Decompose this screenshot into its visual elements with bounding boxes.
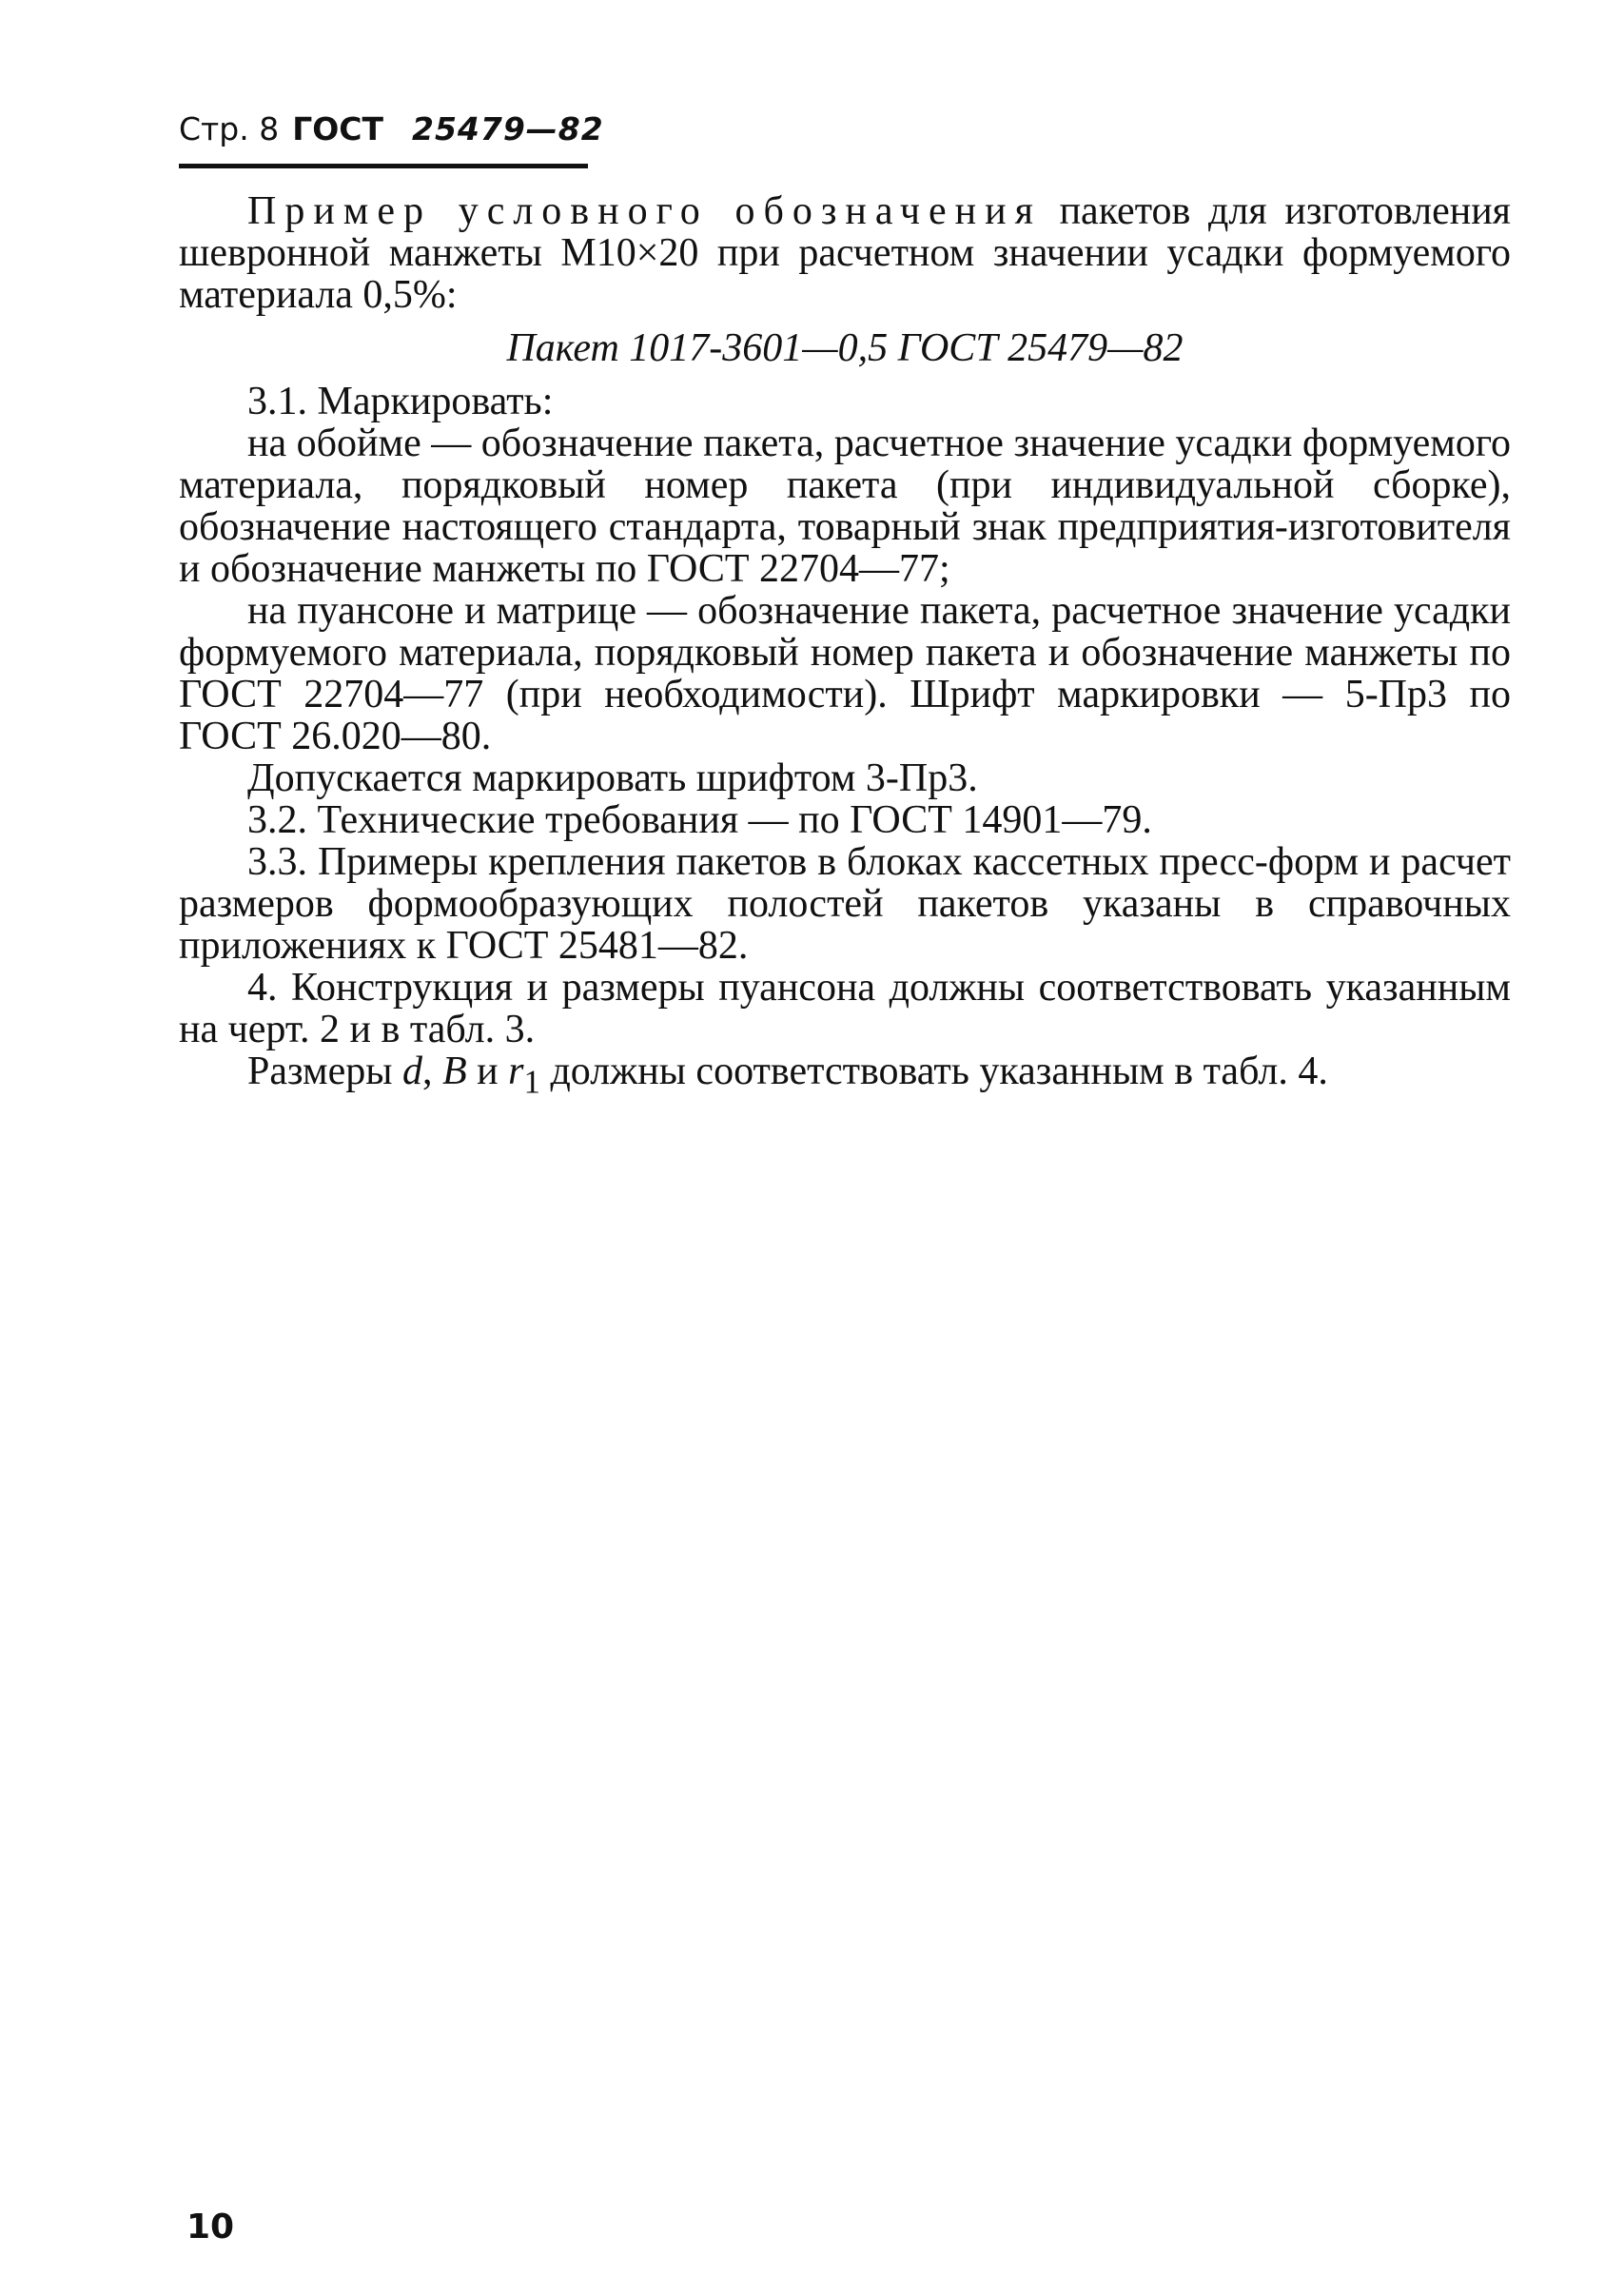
symbol-d: d — [401, 1050, 422, 1093]
standard-label: ГОСТ — [292, 110, 383, 147]
conjunction-and: и — [466, 1050, 509, 1093]
dimensions-rest: должны соответствовать указанным в табл. 4. — [539, 1050, 1328, 1093]
body-text — [179, 190, 1511, 1103]
page-header — [179, 110, 604, 154]
symbol-b: B — [441, 1050, 467, 1093]
clause-3-2: 3.2. Технические требования — по ГОСТ 14901—79. — [247, 798, 1152, 842]
clause-3-1-punch-die: на пуансоне и матрице — обозначение пакета, расчетное значение усадки формуемого материала, порядковый номер пакета и обозначение манжеты по ГОСТ 22704—77 (при необходимости). Шрифт маркировки — 5-Пр3 по ГОСТ 26.020—80. — [179, 589, 1511, 758]
clause-4: 4. Конструкция и размеры пуансона должны соответствовать указанным на черт. 2 и в табл. 3. — [179, 966, 1511, 1051]
separator-comma: , — [421, 1050, 442, 1093]
clause-3-3: 3.3. Примеры крепления пакетов в блоках кассетных пресс-форм и расчет размеров формообразующих полостей пакетов указаны в справочных приложениях к ГОСТ 25481—82. — [179, 840, 1511, 968]
page-number: 10 — [186, 2208, 235, 2247]
dimensions-lead: Размеры — [247, 1050, 402, 1093]
symbol-r: r — [508, 1050, 524, 1093]
intro-spaced-phrase: Пример условного обозначения — [247, 189, 1042, 233]
intro-paragraph — [179, 190, 1511, 316]
page-prefix: Стр. 8 — [179, 110, 280, 147]
intro-rest: пакетов для изготовления шевронной манжеты М10×20 при расчетном значении усадки формуемого материала 0,5%: — [179, 189, 1511, 317]
symbol-r-subscript: 1 — [523, 1063, 540, 1101]
dimensions-sentence — [179, 1050, 1511, 1103]
clause-3-1-holder: на обойме — обозначение пакета, расчетное значение усадки формуемого материала, порядковый номер пакета (при индивидуальной сборке), обозначение настоящего стандарта, товарный знак предприятия-изготовителя и обозначение манжеты по ГОСТ 22704—77; — [179, 422, 1511, 591]
standard-number: 25479—82 — [412, 110, 604, 147]
designation-example: Пакет 1017-3601—0,5 ГОСТ 25479—82 — [506, 326, 1184, 370]
clause-3-1: 3.1. Маркировать: — [247, 380, 554, 423]
header-rule — [179, 164, 588, 168]
clause-3-1-allowed: Допускается маркировать шрифтом 3-Пр3. — [247, 756, 978, 800]
